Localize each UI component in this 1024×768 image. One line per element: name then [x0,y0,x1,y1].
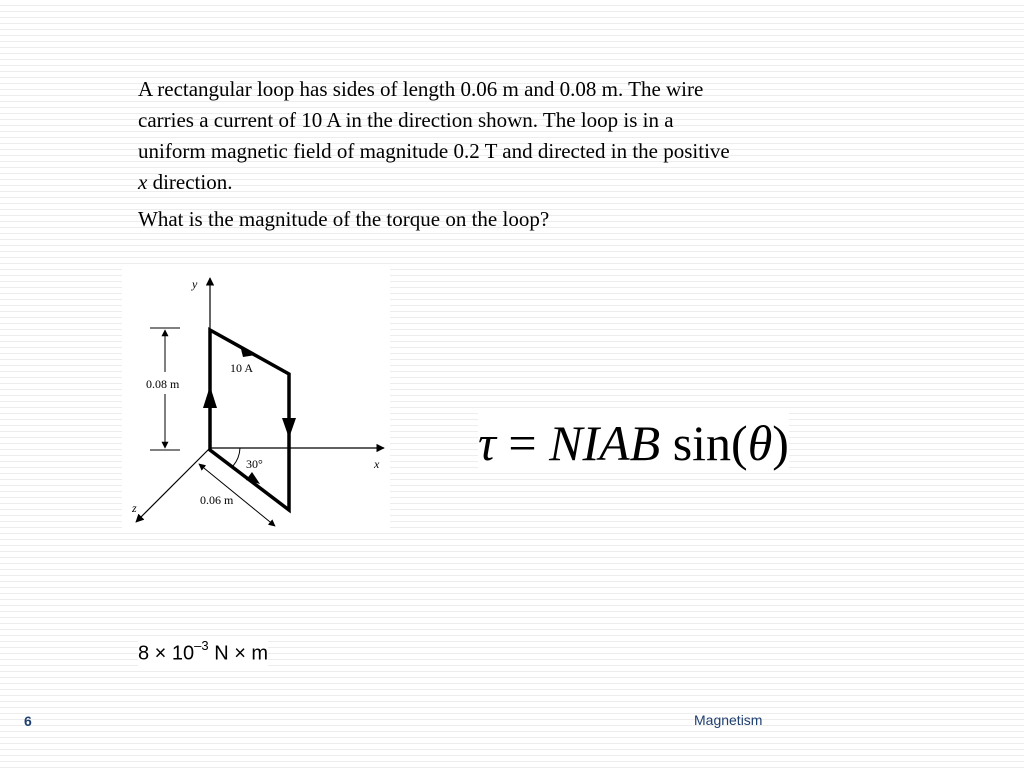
z-axis [136,448,210,522]
current-arrow-top [240,345,256,357]
torque-formula [478,413,789,473]
equals-sign: = [495,415,550,471]
x-axis-label: x [374,457,380,471]
sin-function: sin( [660,415,748,471]
problem-sentence-end: direction. [147,170,233,194]
answer-text [138,640,268,666]
width-label: 0.06 m [200,493,234,507]
height-label: 0.08 m [146,377,180,391]
question-text: What is the magnitude of the torque on the loop? [138,207,550,231]
tau-symbol: τ [478,415,496,471]
problem-text [138,74,738,235]
problem-sentence: A rectangular loop has sides of length 0.06 m and 0.08 m. The wire carries a current of 10 A in the direction shown. The loop is in a uniform magnetic field of magnitude 0.2 T and directed in the positive [138,77,730,163]
loop-diagram [122,268,390,530]
current-label: 10 A [230,361,254,375]
theta-symbol: θ [747,415,773,471]
answer-exponent: –3 [194,638,209,653]
current-arrow-right [282,418,296,438]
angle-arc [233,448,240,466]
close-paren: ) [772,415,789,471]
current-arrow-left [203,386,217,408]
slide-number: 6 [24,713,32,729]
niab-term: NIAB [549,415,661,471]
y-axis-label: y [192,277,198,291]
z-axis-label: z [132,501,137,515]
problem-paragraph [138,74,738,198]
angle-label: 30° [246,457,263,471]
answer-base: 8 × 10 [138,642,195,665]
x-variable: x [138,170,148,194]
answer-units: N × m [208,642,269,665]
footer-title: Magnetism [694,712,763,728]
